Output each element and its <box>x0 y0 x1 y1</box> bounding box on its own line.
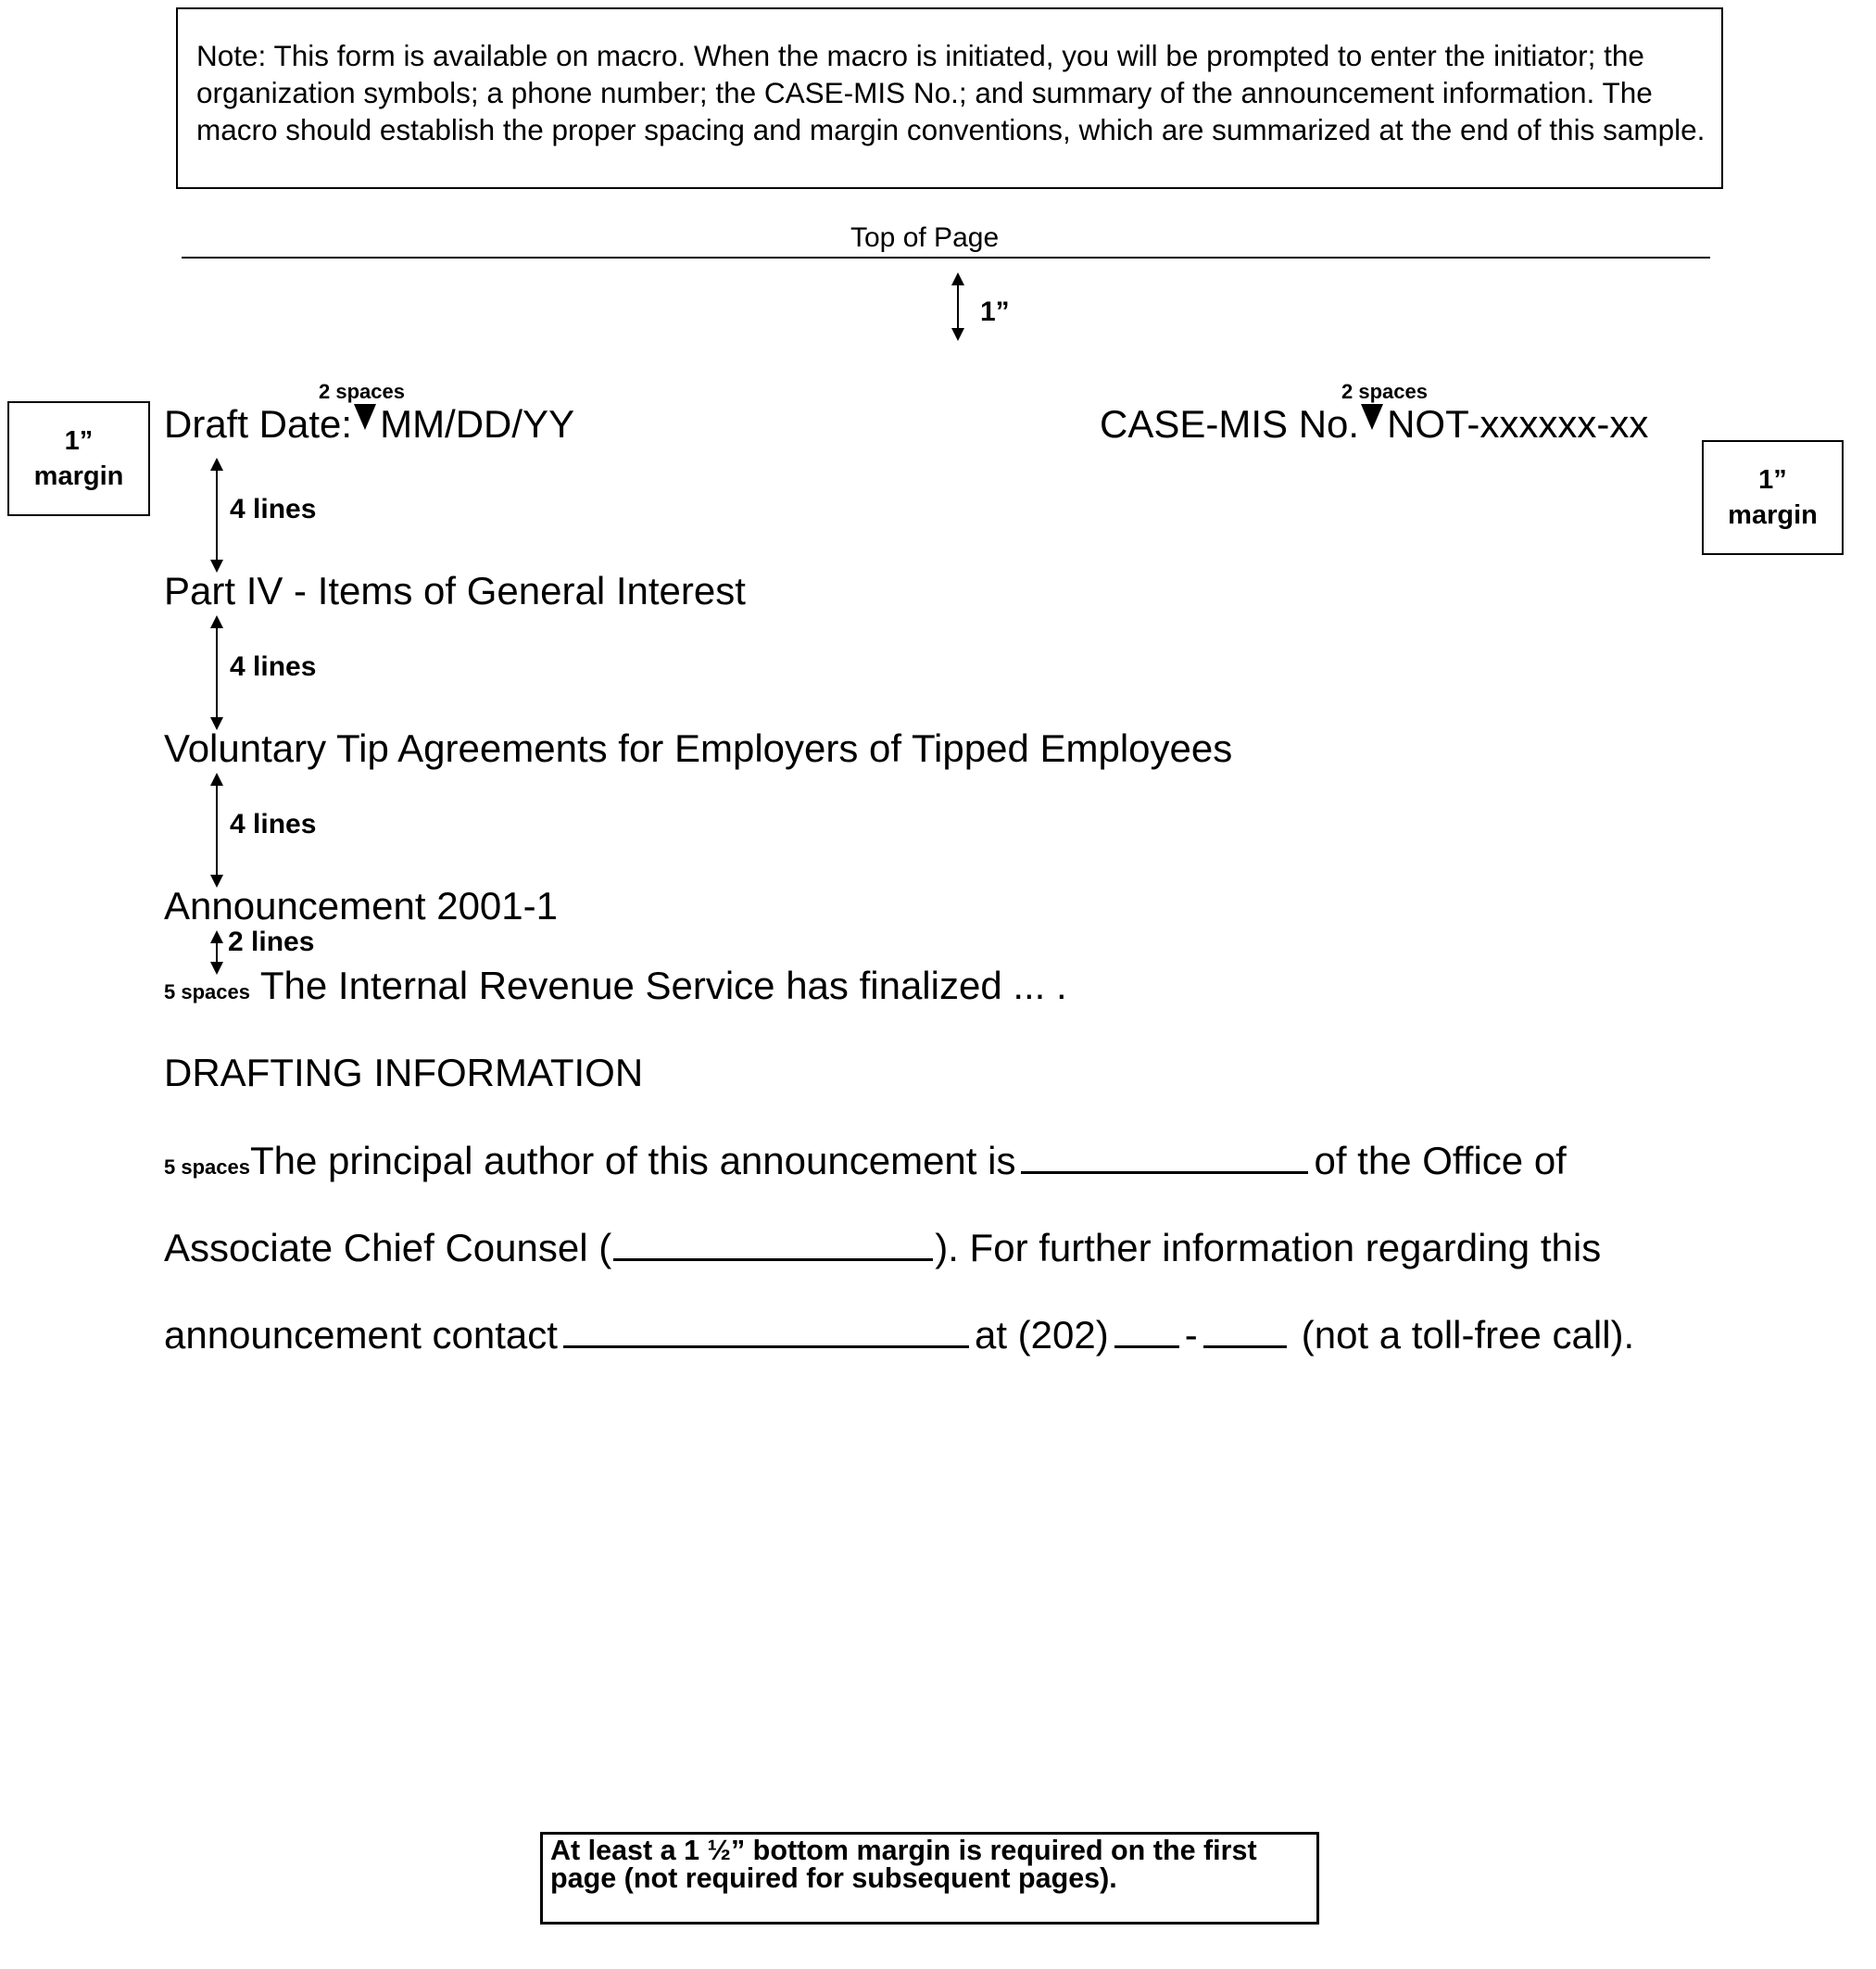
org-symbols-blank[interactable] <box>613 1225 933 1261</box>
draft-date-line <box>164 402 574 447</box>
drafting-text: - <box>1184 1313 1198 1357</box>
case-mis-value: NOT-xxxxxx-xx <box>1387 402 1649 446</box>
drafting-line-1 <box>164 1138 1567 1183</box>
left-margin-box <box>7 401 150 516</box>
drafting-indent-label: 5 spaces <box>164 1155 250 1179</box>
spacing-arrow-icon <box>216 775 218 886</box>
drafting-line-3 <box>164 1312 1634 1357</box>
left-margin-label: margin <box>33 461 124 491</box>
top-of-page-rule <box>182 257 1710 259</box>
one-inch-arrow-icon <box>957 274 959 339</box>
drafting-text: at (202) <box>974 1313 1109 1357</box>
drafting-text: announcement contact <box>164 1313 558 1357</box>
draft-date-spaces-label: 2 spaces <box>319 380 405 403</box>
down-triangle-icon <box>1361 404 1383 430</box>
drafting-text: (not a toll-free call). <box>1301 1313 1635 1357</box>
bottom-margin-note-text: At least a 1 ½” bottom margin is required on the first page (not required for subsequent pages). <box>550 1835 1257 1894</box>
intro-text: The Internal Revenue Service has finalized ... . <box>259 964 1067 1007</box>
top-of-page-label: Top of Page <box>850 222 1000 253</box>
drafting-heading: DRAFTING INFORMATION <box>164 1051 644 1094</box>
spacing-label-4-lines: 4 lines <box>230 651 317 682</box>
contact-name-blank[interactable] <box>563 1312 969 1348</box>
down-triangle-icon <box>354 404 376 430</box>
intro-paragraph <box>164 964 1067 1008</box>
announcement-number: Announcement 2001-1 <box>164 884 558 928</box>
draft-date-value: MM/DD/YY <box>380 402 575 446</box>
part-heading: Part IV - Items of General Interest <box>164 569 746 612</box>
case-mis-line <box>1100 402 1648 447</box>
macro-note-text: Note: This form is available on macro. When the macro is initiated, you will be prompted to enter the initiator; the organization symbols; a phone number; the CASE-MIS No.; and summary of the announcement information. The macro should establish the proper spacing and margin conventions, which are summarized at the end of this sample. <box>196 39 1706 146</box>
indent-label: 5 spaces <box>164 980 250 1003</box>
phone-prefix-blank[interactable] <box>1114 1312 1179 1348</box>
right-margin-label: margin <box>1728 500 1818 530</box>
bottom-margin-note-box <box>540 1832 1319 1925</box>
announcement-title: Voluntary Tip Agreements for Employers of Tipped Employees <box>164 726 1233 770</box>
right-margin-measure: 1” <box>1758 465 1787 495</box>
draft-date-label: Draft Date: <box>164 402 353 446</box>
right-margin-box <box>1702 440 1844 555</box>
drafting-text: Associate Chief Counsel ( <box>164 1226 612 1269</box>
spacing-label-4-lines: 4 lines <box>230 809 317 839</box>
phone-line-blank[interactable] <box>1203 1312 1287 1348</box>
spacing-label-4-lines: 4 lines <box>230 494 317 524</box>
spacing-arrow-icon <box>216 617 218 728</box>
drafting-text: ). For further information regarding this <box>935 1226 1602 1269</box>
author-name-blank[interactable] <box>1021 1138 1308 1174</box>
macro-note-box <box>176 7 1723 189</box>
spacing-arrow-icon <box>216 460 218 571</box>
drafting-text: The principal author of this announcement is <box>249 1139 1016 1182</box>
case-mis-label: CASE-MIS No. <box>1100 402 1360 446</box>
drafting-line-2 <box>164 1225 1601 1270</box>
case-mis-spaces-label: 2 spaces <box>1341 380 1428 403</box>
one-inch-label: 1” <box>980 297 1010 327</box>
spacing-label-2-lines: 2 lines <box>228 927 315 957</box>
drafting-text: of the Office of <box>1314 1139 1567 1182</box>
left-margin-measure: 1” <box>64 426 94 456</box>
